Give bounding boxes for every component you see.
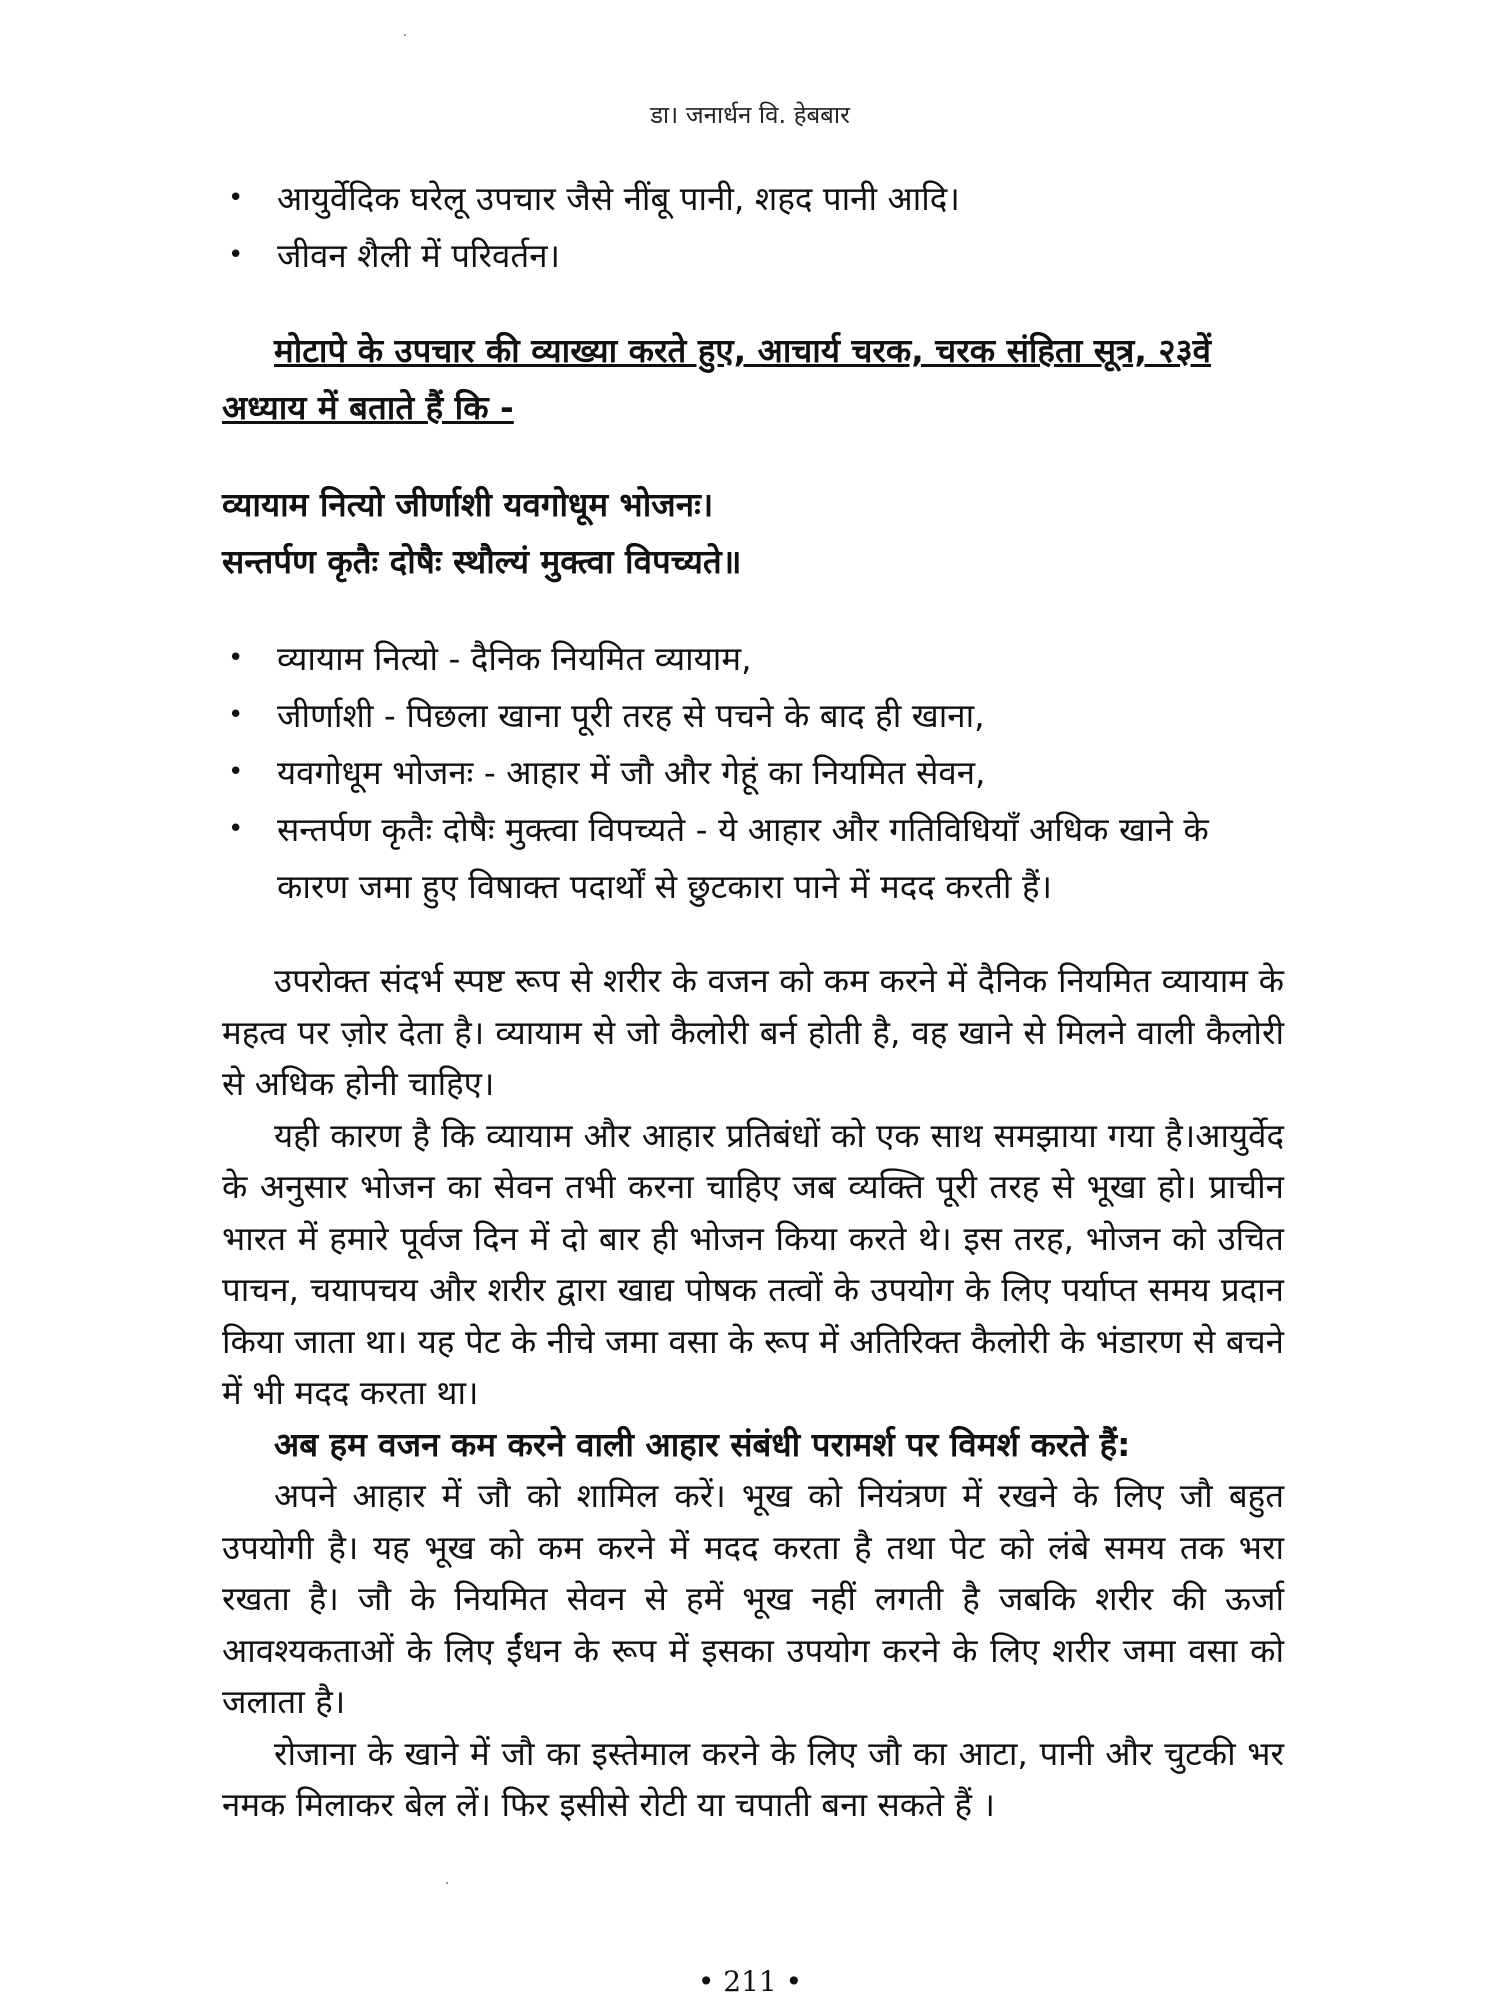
- list-item: • जीवन शैली में परिवर्तन।: [222, 227, 1284, 284]
- verse-line-2: सन्तर्पण कृतैः दोषैः स्थौल्यं मुक्त्वा विपच्यते॥: [222, 542, 742, 581]
- page-body: [222, 170, 1284, 1831]
- list-item: • यवगोधूम भोजनः - आहार में जौ और गेहूं का नियमित सेवन,: [222, 744, 1284, 801]
- running-header: डा। जनार्धन वि. हेबबार: [650, 101, 850, 129]
- list-item: • सन्तर्पण कृतैः दोषैः मुक्त्वा विपच्यते - ये आहार और गतिविधियाँ अधिक खाने के कारण जमा हुए विषाक्त पदार्थों से छुटकारा पाने में मदद करती हैं।: [222, 801, 1284, 915]
- list-item: • जीर्णाशी - पिछला खाना पूरी तरह से पचने के बाद ही खाना,: [222, 687, 1284, 744]
- paragraph-diet-restrictions: यही कारण है कि व्यायाम और आहार प्रतिबंधों को एक साथ समझाया गया है।आयुर्वेद के अनुसार भोजन का सेवन तभी करना चाहिए जब व्यक्ति पूरी तरह से भूखा हो। प्राचीन भारत में हमारे पूर्वज दिन में दो बार ही भोजन किया करते थे। इस तरह, भोजन को उचित पाचन, चयापचय और शरीर द्वारा खाद्य पोषक तत्वों के उपयोग के लिए पर्याप्त समय प्रदान किया जाता था। यह पेट के नीचे जमा वसा के रूप में अतिरिक्त कैलोरी के भंडारण से बचने में भी मदद करता था।: [222, 1115, 1284, 1412]
- scan-speck: [404, 34, 406, 36]
- list-item: • व्यायाम नित्यो - दैनिक नियमित व्यायाम,: [222, 630, 1284, 687]
- paragraph-exercise: उपरोक्त संदर्भ स्पष्ट रूप से शरीर के वजन को कम करने में दैनिक नियमित व्यायाम के महत्व पर ज़ोर देता है। व्यायाम से जो कैलोरी बर्न होती है, वह खाने से मिलने वाली कैलोरी से अधिक होनी चाहिए।: [222, 961, 1284, 1103]
- scan-speck: [446, 1882, 448, 1884]
- verse-line-1: व्यायाम नित्यो जीर्णाशी यवगोधूम भोजनः।: [222, 485, 714, 524]
- explanation-bullet-list: [222, 630, 1284, 915]
- section-heading: मोटापे के उपचार की व्याख्या करते हुए, आचार्य चरक, चरक संहिता सूत्र, २३वें अध्याय में बताते हैं कि -: [222, 331, 1212, 427]
- sanskrit-verse: [222, 476, 1284, 590]
- paragraph-diet-advice-intro: अब हम वजन कम करने वाली आहार संबंधी परामर्श पर विमर्श करते हैं:: [274, 1424, 1131, 1464]
- intro-bullet-list: [222, 170, 1284, 284]
- page-number: • 211 •: [697, 1965, 803, 1998]
- list-item: • आयुर्वेदिक घरेलू उपचार जैसे नींबू पानी, शहद पानी आदि।: [222, 170, 1284, 227]
- paragraph-barley: अपने आहार में जौ को शामिल करें। भूख को नियंत्रण में रखने के लिए जौ बहुत उपयोगी है। यह भूख को कम करने में मदद करता है तथा पेट को लंबे समय तक भरा रखता है। जौ के नियमित सेवन से हमें भूख नहीं लगती है जबकि शरीर की ऊर्जा आवश्यकताओं के लिए ईंधन के रूप में इसका उपयोग करने के लिए शरीर जमा वसा को जलाता है।: [222, 1476, 1284, 1721]
- paragraph-barley-roti: रोजाना के खाने में जौ का इस्तेमाल करने के लिए जौ का आटा, पानी और चुटकी भर नमक मिलाकर बेल लें। फिर इसीसे रोटी या चपाती बना सकते हैं ।: [222, 1733, 1284, 1824]
